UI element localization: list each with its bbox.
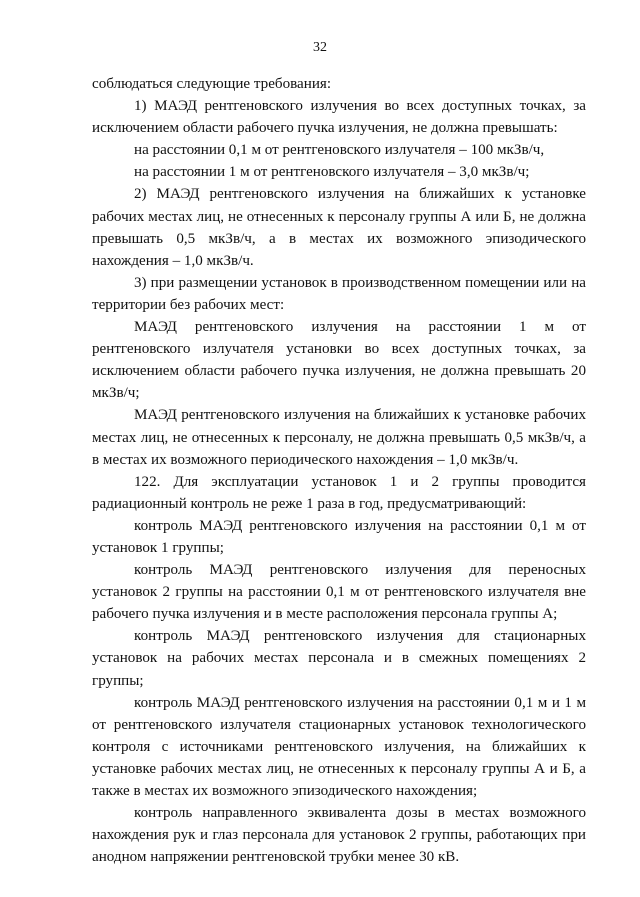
paragraph-requirement-1: 1) МАЭД рентгеновского излучения во всех доступных точках, за исключением области рабочего пучка излучения, не должна превышать:: [92, 98, 586, 137]
paragraph-control-hands-eyes: контроль направленного эквивалента дозы в местах возможного нахождения рук и глаз персонала для установок 2 группы, работающих при анодном напряжении рентгеновской трубки менее 30 кВ.: [92, 805, 586, 866]
paragraph-control-technological: контроль МАЭД рентгеновского излучения на расстоянии 0,1 м и 1 м от рентгеновского излучателя стационарных установок технологического контроля с источниками рентгеновского излучения, на ближайших к установке рабочих местах лиц, не отнесенных к персоналу группы А и Б, а также в местах их возможного эпизодического нахождения;: [92, 694, 586, 799]
paragraph-control-group-1: контроль МАЭД рентгеновского излучения на расстоянии 0,1 м от установок 1 группы;: [92, 517, 586, 556]
paragraph-control-stationary: контроль МАЭД рентгеновского излучения для стационарных установок на рабочих местах персонала и в смежных помещениях 2 группы;: [92, 628, 586, 689]
paragraph-maed-1m: МАЭД рентгеновского излучения на расстоянии 1 м от рентгеновского излучателя установки во всех доступных точках, за исключением области рабочего пучка излучения, не должна превышать 20 мкЗв/ч;: [92, 319, 586, 402]
paragraph-distance-0-1m: на расстоянии 0,1 м от рентгеновского излучателя – 100 мкЗв/ч,: [134, 142, 545, 159]
paragraph-intro: соблюдаться следующие требования:: [92, 76, 332, 92]
paragraph-distance-1m: на расстоянии 1 м от рентгеновского излучателя – 3,0 мкЗв/ч;: [134, 164, 530, 181]
paragraph-requirement-3: 3) при размещении установок в производственном помещении или на территории без рабочих мест:: [92, 274, 586, 313]
paragraph-maed-nearest: МАЭД рентгеновского излучения на ближайших к установке рабочих местах лиц, не отнесенных к персоналу, не должна превышать 0,5 мкЗв/ч, а в местах их возможного периодического нахождения – 1,0 мкЗв/ч.: [92, 407, 586, 468]
paragraph-control-portable: контроль МАЭД рентгеновского излучения для переносных установок 2 группы на расстоянии 0,1 м от рентгеновского излучателя вне рабочего пучка излучения и в месте расположения персонала группы А;: [92, 562, 586, 623]
paragraph-item-122: 122. Для эксплуатации установок 1 и 2 группы проводится радиационный контроль не реже 1 раза в год, предусматривающий:: [92, 473, 586, 512]
page-number: 32: [313, 40, 327, 55]
document-body: [92, 73, 586, 868]
paragraph-requirement-2: 2) МАЭД рентгеновского излучения на ближайших к установке рабочих местах лиц, не отнесенных к персоналу группы А или Б, не должна превышать 0,5 мкЗв/ч, а в местах их возможного эпизодического нахождения – 1,0 мкЗв/ч.: [92, 186, 586, 269]
